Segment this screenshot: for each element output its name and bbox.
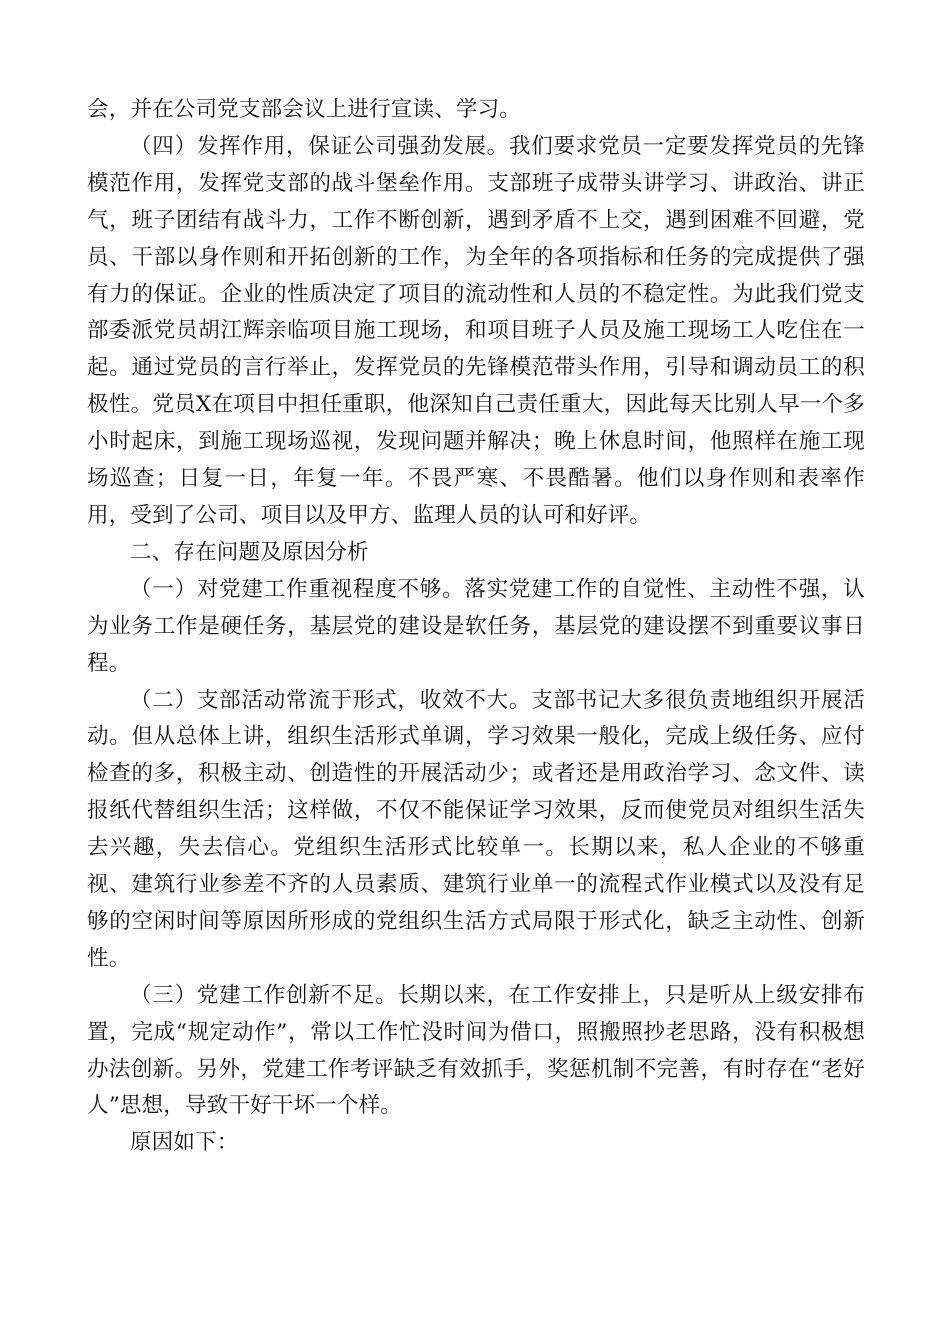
document-page xyxy=(87,92,865,1162)
paragraph-problem-one: （一）对党建工作重视程度不够。落实党建工作的自觉性、主动性不强，认为业务工作是硬任务，基层党的建设是软任务，基层党的建设摆不到重要议事日程。 xyxy=(87,576,865,676)
paragraph-problem-two: （二）支部活动常流于形式，收效不大。支部书记大多很负责地组织开展活动。但从总体上讲，组织生活形式单调，学习效果一般化，完成上级任务、应付检查的多，积极主动、创造性的开展活动少；或者还是用政治学习、念文件、读报纸代替组织生活；这样做，不仅不能保证学习效果，反而使党员对组织生活失去兴趣，失去信心。党组织生活形式比较单一。长期以来，私人企业的不够重视、建筑行业参差不齐的人员素质、建筑行业单一的流程式作业模式以及没有足够的空闲时间等原因所形成的党组织生活方式局限于形式化，缺乏主动性、创新性。 xyxy=(87,687,865,971)
paragraph-problem-three: （三）党建工作创新不足。长期以来，在工作安排上，只是听从上级安排布置，完成“规定动作”，常以工作忙没时间为借口，照搬照抄老思路，没有积极想办法创新。另外，党建工作考评缺乏有效抓手，奖惩机制不完善，有时存在“老好人”思想，导致干好干坏一个样。 xyxy=(87,982,865,1119)
paragraph-reasons-intro: 原因如下： xyxy=(130,1130,239,1156)
section-heading-problems: 二、存在问题及原因分析 xyxy=(130,539,369,565)
paragraph-section-four: （四）发挥作用，保证公司强劲发展。我们要求党员一定要发挥党员的先锋模范作用，发挥党支部的战斗堡垒作用。支部班子成带头讲学习、讲政治、讲正气，班子团结有战斗力，工作不断创新，遇到矛盾不上交，遇到困难不回避，党员、干部以身作则和开拓创新的工作，为全年的各项指标和任务的完成提供了强有力的保证。企业的性质决定了项目的流动性和人员的不稳定性。为此我们党支部委派党员胡江辉亲临项目施工现场，和项目班子人员及施工现场工人吃住在一起。通过党员的言行举止，发挥党员的先锋模范带头作用，引导和调动员工的积极性。党员X在项目中担任重职，他深知自己责任重大，因此每天比别人早一个多小时起床，到施工现场巡视，发现问题并解决；晚上休息时间，他照样在施工现场巡查；日复一日，年复一年。不畏严寒、不畏酷暑。他们以身作则和表率作用，受到了公司、项目以及甲方、监理人员的认可和好评。 xyxy=(87,133,865,528)
paragraph-continuation: 会，并在公司党支部会议上进行宣读、学习。 xyxy=(87,97,522,122)
